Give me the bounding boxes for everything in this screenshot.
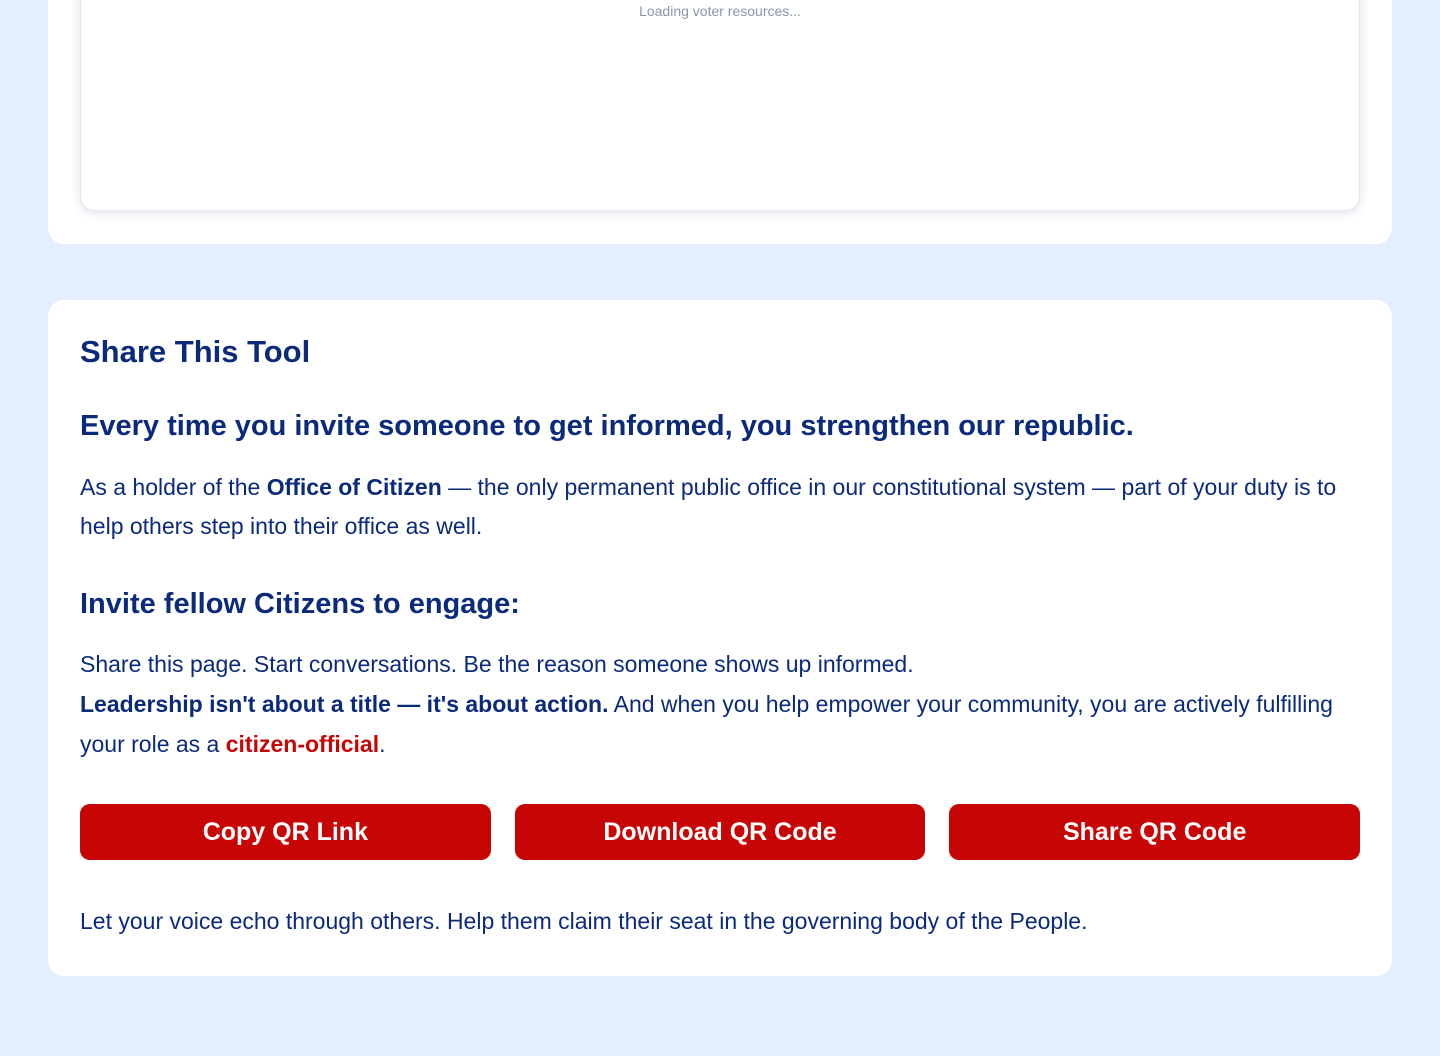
download-qr-code-button[interactable]: Download QR Code bbox=[515, 804, 926, 860]
share-line: Share this page. Start conversations. Be the reason someone shows up informed. bbox=[80, 651, 914, 677]
citizen-official-highlight: citizen-official bbox=[225, 731, 380, 757]
share-tool-card bbox=[48, 300, 1392, 976]
voter-resources-card bbox=[48, 0, 1392, 244]
office-text-after: — the only permanent public office in our constitutional system — part of your duty is to help others step into their office as well. bbox=[80, 474, 1337, 539]
share-headline: Every time you invite someone to get informed, you strengthen our republic. bbox=[80, 410, 1134, 442]
share-qr-code-button[interactable]: Share QR Code bbox=[949, 804, 1360, 860]
invite-heading: Invite fellow Citizens to engage: bbox=[80, 588, 520, 620]
leadership-end: . bbox=[379, 731, 386, 757]
office-of-citizen-bold: Office of Citizen bbox=[266, 474, 442, 500]
closing-line: Let your voice echo through others. Help them claim their seat in the governing body of the People. bbox=[80, 908, 1088, 934]
office-text-before: As a holder of the bbox=[80, 474, 267, 500]
voter-resources-embed bbox=[80, 0, 1360, 211]
leadership-text: And when you help empower your community, you are actively fulfilling your role as a bbox=[80, 691, 1333, 757]
office-of-citizen-paragraph bbox=[80, 468, 1360, 546]
copy-qr-link-button[interactable]: Copy QR Link bbox=[80, 804, 491, 860]
share-paragraph bbox=[80, 644, 1360, 764]
leadership-bold: Leadership isn't about a title — it's about action. bbox=[80, 691, 609, 717]
loading-text: Loading voter resources... bbox=[639, 3, 801, 19]
share-title: Share This Tool bbox=[80, 334, 311, 369]
qr-button-row bbox=[80, 804, 1360, 860]
